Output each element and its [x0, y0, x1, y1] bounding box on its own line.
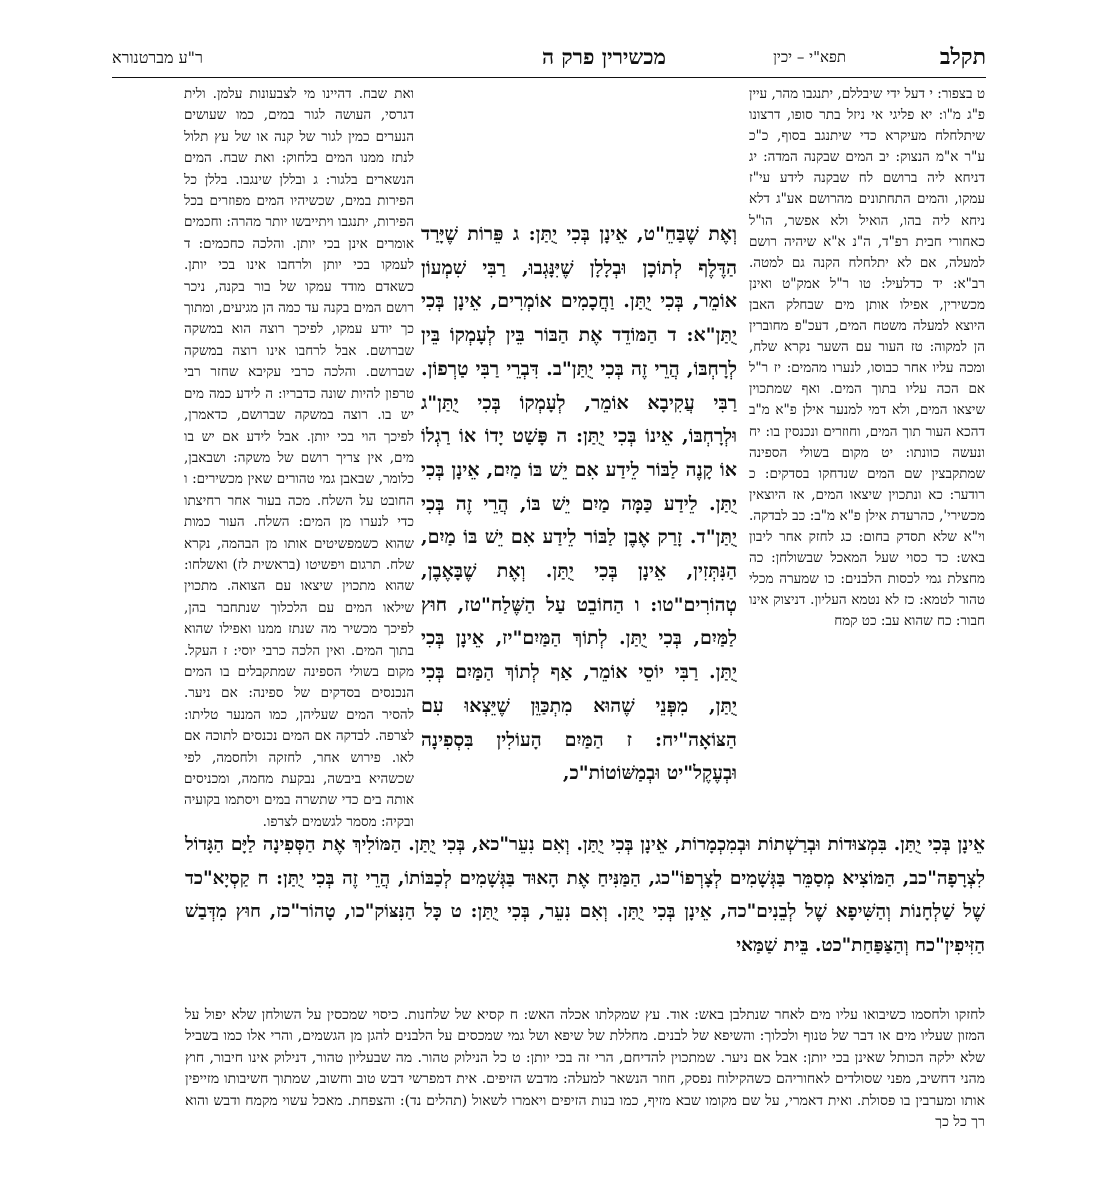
- mishna-continuation: [185, 828, 985, 962]
- bartenura-continuation-text: לחזקו ולחסמו כשיבואו עליו מים לאחר שנתלבן באש: אוד. עץ שמקלתו אכלה האש: ח קסיא של שלחנות. כיסוי שמכסין על השולחן שלא יפול על המזון שעליו מים או דבר של טנוף ולכלוך: והשיפא של לבנים. מחללת של שיפא ושל גמי שמכסים על הלבנים להגן מן הגשמים, והרי אלו כמו בשביל שלא ילקה הכותל שאינן בכי יותן: אבל אם ניער. שמתכוין להדיחם, הרי זה בכי יותן: ט כל הנילוק טהור. מה שבעליון טהור, דנילוק אינו חיבור, חוץ מהני דחשיב, מפני שסולדים לאחוריהם כשהקילוח נפסק, חוזר הנשאר למעלה: מדבש הזיפים. אית דמפרשי דבש טוב וחשוב, שמתוך חשיבותו מזייפין אותו ומערבין בו פסולת. ואית דאמרי, על שם מקומו שבא מזיף, כמו בנות הזיפים ויאמרו לשאול (תהלים נד): והצפחת. מאכל עשוי מקמח ודבש והוא רך כל כך: [185, 1007, 985, 1131]
- bartenura-continuation: [185, 1005, 985, 1133]
- header-rule: [112, 77, 986, 78]
- mishna-text: וְאֶת שֶׁבַּחֵ"ט, אֵינָן בְּכִי יֻתַּן: ג פֵּרוֹת שֶׁיָּרַד הַדֶּלֶף לְתוֹכָן וּבְלָלָן שֶׁיִּנָּגְבוּ, רַבִּי שִׁמְעוֹן אוֹמֵר, בְּכִי יֻתַּן. וַחֲכָמִים אוֹמְרִים, אֵינָן בְּכִי יֻתַּן"א: ד הַמּוֹדֵד אֶת הַבּוֹר בֵּין לְעָמְקוֹ בֵּין לְרָחְבּוֹ, הֲרֵי זֶה בְּכִי יֻתַּן"ב. דִּבְרֵי רַבִּי טַרְפוֹן. רַבִּי עֲקִיבָא אוֹמֵר, לְעָמְקוֹ בְּכִי יֻתַּן"ג וּלְרָחְבּוֹ, אֵינוֹ בְּכִי יֻתַּן: ה פָּשַׁט יָדוֹ אוֹ רַגְלוֹ אוֹ קָנֶה לַבּוֹר לֵידַע אִם יֵשׁ בּוֹ מַיִם, אֵינָן בְּכִי יֻתַּן. לֵידַע כַּמָּה מַיִם יֵשׁ בּוֹ, הֲרֵי זֶה בְּכִי יֻתַּן"ד. זָרַק אֶבֶן לַבּוֹר לֵידַע אִם יֵשׁ בּוֹ מַיִם, הַנִּתְּזִין, אֵינָן בְּכִי יֻתַּן. וְאֶת שֶׁבָּאֶבֶן, טְהוֹרִים"טו: ו הַחוֹבֵט עַל הַשֶּׁלַח"טז, חוּץ לַמַּיִם, בְּכִי יֻתַּן. לְתוֹךְ הַמַּיִם"יז, אֵינָן בְּכִי יֻתַּן. רַבִּי יוֹסֵי אוֹמֵר, אַף לְתוֹךְ הַמַּיִם בְּכִי יֻתַּן, מִפְּנֵי שֶׁהוּא מִתְכַּוֵּן שֶׁיֵּצְאוּ עִם הַצּוֹאָה"יח: ז הַמַּיִם הָעוֹלִין בִּסְפִינָה וּבְעֶקֶל"יט וּבְמַשּׁוֹטוֹת"כ,: [421, 223, 737, 785]
- running-header: [112, 42, 986, 72]
- tractate-chapter-title: מכשירין פרק ה: [542, 44, 666, 69]
- bartenura-commentary-column: [184, 84, 414, 833]
- commentary-range: תפא"י – יכין: [773, 48, 846, 66]
- tiferet-commentary-column: [749, 84, 985, 632]
- mishna-text-column: [421, 218, 737, 791]
- mishna-continuation-text: אֵינָן בְּכִי יֻתַּן. בִּמְצוּדוֹת וּבְרַשְׁתוֹת וּבְמִכְמָרוֹת, אֵינָן בְּכִי יֻתַּן. וְאִם נִעֵר"כא, בְּכִי יֻתַּן. הַמּוֹלִיךְ אֶת הַסְּפִינָה לַיָּם הַגָּדוֹל לִצְרָפָה"כב, הַמּוֹצִיא מְסַמֵּר בַּגְּשָׁמִים לְצָרְפוֹ"כג, הַמַּנִּיחַ אֶת הָאוּד בַּגְּשָׁמִים לְכַבּוֹתוֹ, הֲרֵי זֶה בְּכִי יֻתַּן: ח קַסְיָא"כד שֶׁל שַׁלְחָנוֹת וְהַשִּׁיפָא שֶׁל לְבֵנִים"כה, אֵינָן בְּכִי יֻתַּן. וְאִם נִעֵר, בְּכִי יֻתַּן: ט כָּל הַנִּצּוֹק"כו, טָהוֹר"כז, חוּץ מִדְּבַשׁ הַזִּיפִין"כח וְהַצַּפַּחַת"כט. בֵּית שַׁמַּאי: [185, 834, 985, 956]
- bartenura-text: ואת שבח. דהיינו מי לצבעונות עלמן. ולית דגרסי, העושה לגור במים, כמו שעושים הנערים כמין לגור של קנה או של עץ תלול לנתז ממנו המים בלחוק: ואת שבח. המים הנשארים בלגור: ג ובללן שינגבו. בללן כל הפירות במים, שכשיהיו המים מפוזרים בכל הפירות, יתנגבו ויתייבשו יותר מהרה: וחכמים אומרים אינן בכי יותן. והלכה כחכמים: ד לעמקו בכי יותן ולרחבו אינו בכי יותן. כשאדם מודד עמקו של בור בקנה, ניכר רושם המים בקנה עד כמה הן מגיעים, ומתוך כך יודע עמקו, לפיכך רוצה הוא במשקה שברושם. אבל לרחבו אינו רוצה במשקה שברושם. והלכה כרבי עקיבא שחזר רבי טרפון להיות שונה כדבריו: ה לידע כמה מים יש בו. רוצה במשקה שברושם, כדאמרן, לפיכך הוי בכי יותן. אבל לידע אם יש בו מים, אין צריך רושם של משקה: ושבאבן, כלומר, שבאבן גמי טהורים שאין מכשירים: ו החובט על השלח. מכה בעור אחר רחיצתו כדי לנערו מן המים: השלח. העור כמות שהוא כשמפשיטים אותו מן הבהמה, נקרא שלח. תרגום ויפשיטו (בראשית לז) ואשלחו: שהוא מתכוין שיצאו עם הצואה. מתכוין שילאו המים עם הלכלוך שנתחבר בהן, לפיכך מכשיר מה שנתז ממנו ואפילו שהוא בתוך המים. ואין הלכה כרבי יוסי: ז העקל. מקום בשולי הספינה שמתקבלים בו המים הנכנסים בסדקים של ספינה: אם ניער. להסיר המים שעליהן, כמו המנער טליתו: לצרפה. לבדקה אם המים נכנסים לתוכה אם לאו. פירוש אחר, לחזקה ולחסמה, לפי שכשהיא ביבשה, נבקעת מחמה, ומכניסים אותה בים כדי שתשרה במים ויסתמו בקועיה ובקיה: מסמר לגשמים לצרפו.: [184, 86, 414, 830]
- folio-number: תקלב: [939, 44, 986, 70]
- tiferet-text: ט בצפור: י דעל ידי שיבללם, יתנגבו מהר, עיין פ"ג מ"ו: יא פליגי אי ניזל בתר סופו, דרצונו שיתלחלח מעיקרא כדי שיתנגב בסוף, כ"כ ע"ר א"מ הנצוק: יב המים שבקנה המדה: יג דניחא ליה ברושם לח שבקנה לידע עי"ז עמקו, והמים התחתונים מהרושם אע"ג דלא ניחא ליה בהו, הואיל ולא אפשר, הו"ל כאחורי חבית רפ"ד, ה"נ א"א שיהיה רושם למעלה, אם לא יתלחלח הקנה גם למטה. רב"א: יד כדלעיל: טו ר"ל אמק"ט ואינן מכשירין, אפילו אותן מים שבחלק האבן היוצא למעלה משטח המים, דעכ"פ מחוברין הן למקוה: טז העור עם השער נקרא שלח, ומכה עליו אחר כבוסו, לנערו מהמים: יז ר"ל אם הכה עליו בתוך המים. ואף שמתכוין שיצאו המים, ולא דמי למנער אילן פ"א מ"ב דהכא העור תוך המים, וחוזרים ונכנסין בו: יח ונעשה כוונתו: יט מקום בשולי הספינה שמתקבצין שם המים שנדחקו בסדקים: כ רודער: כא ונתכוין שיצאו המים, אז היוצאין מכשירי', כהרעדת אילן פ"א מ"ב: כב לבדקה. וי"א שלא תסדק בחום: כג לחזק אחר ליבון באש: כד כסוי שעל המאכל שבשולחן: כה מחצלת גמי לכסות הלבנים: כו שמערה מכלי טהור לטמא: כז לא נטמא העליון. דניצוק אינו חבור: כח שהוא עב: כט קמח: [749, 86, 985, 630]
- commentary-name: ר"ע מברטנורא: [112, 48, 203, 67]
